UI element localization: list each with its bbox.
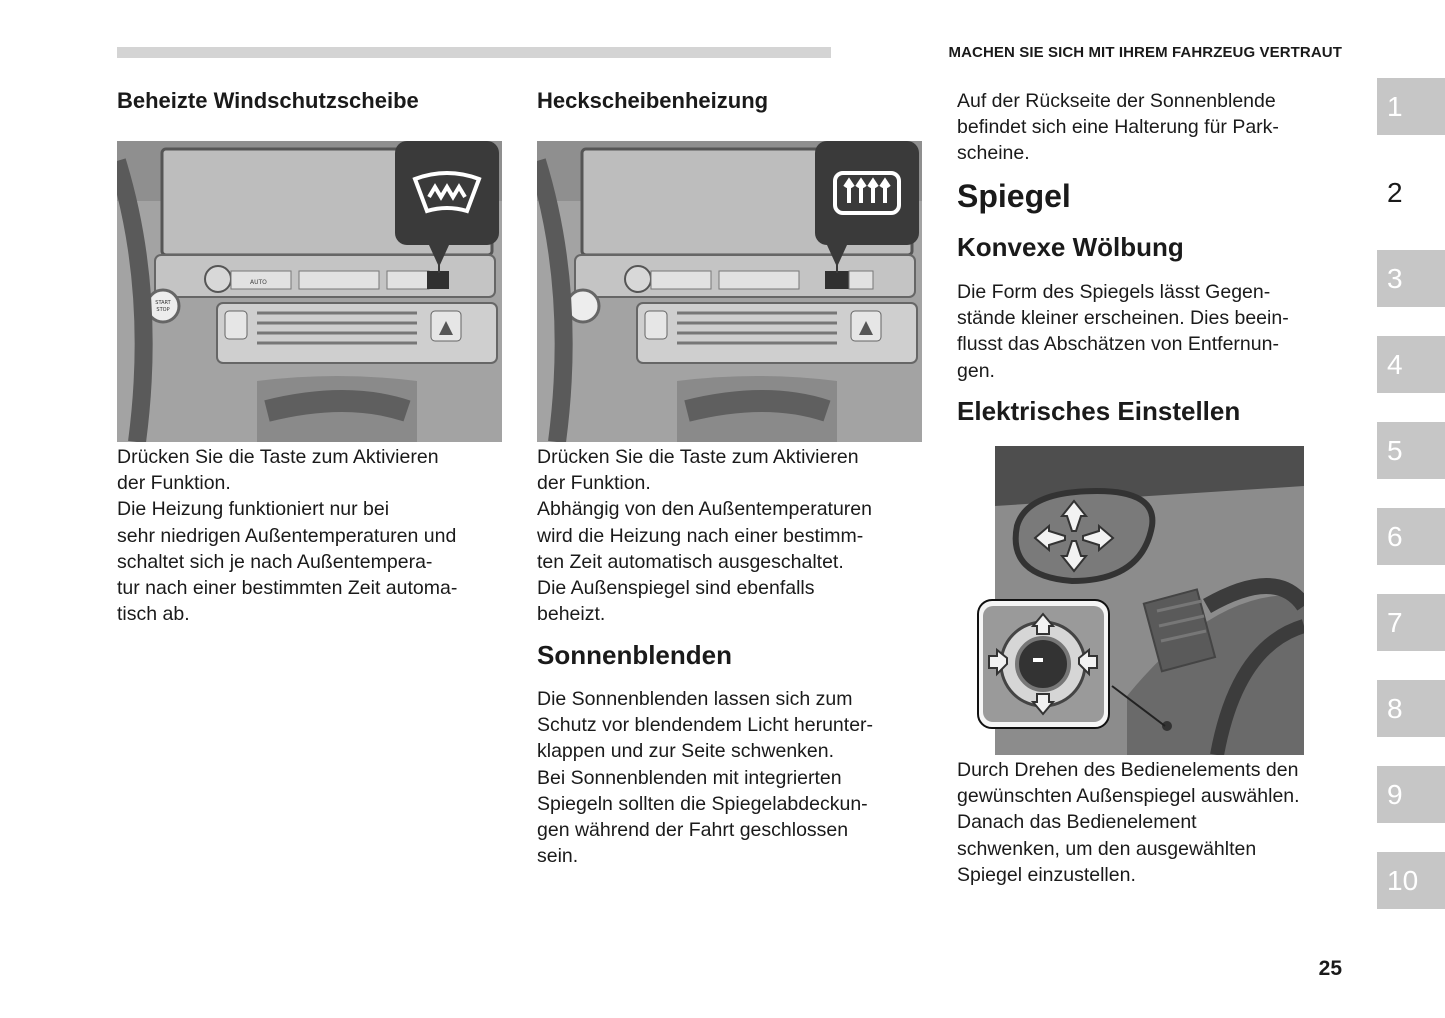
text-rear-defrost: Drücken Sie die Taste zum Aktivieren der Funktion. Abhängig von den Außentemperaturen wird die Heizung nach einer bestimm- ten Zeit automatisch ausgeschaltet. Die Außenspiegel sind ebenfalls beheizt. <box>537 446 872 626</box>
chapter-title: MACHEN SIE SICH MIT IHREM FAHRZEUG VERTRAUT <box>948 44 1342 61</box>
text-heated-windshield: Drücken Sie die Taste zum Aktivieren der Funktion. Die Heizung funktioniert nur bei sehr niedrigen Außentemperaturen und schaltet sich je nach Außentempera- tur nach einer bestimmten Zeit automa- tisch ab. <box>117 446 458 626</box>
chapter-tab-6[interactable]: 6 <box>1377 508 1445 565</box>
chapter-tab-1[interactable]: 1 <box>1377 78 1445 135</box>
heading-mirrors: Spiegel <box>957 178 1071 214</box>
figure-heated-windshield <box>117 141 502 442</box>
figure-mirror-adjust <box>977 446 1304 755</box>
heading-convex: Konvexe Wölbung <box>957 232 1184 262</box>
heading-rear-defrost: Heckscheibenheizung <box>537 88 769 113</box>
heading-electric-adjust: Elektrisches Einstellen <box>957 396 1241 426</box>
chapter-tab-3[interactable]: 3 <box>1377 250 1445 307</box>
chapter-tab-4[interactable]: 4 <box>1377 336 1445 393</box>
chapter-tab-10[interactable]: 10 <box>1377 852 1445 909</box>
figure-auto-label: AUTO <box>250 279 267 286</box>
figure-rear-defrost <box>537 141 922 442</box>
chapter-tab-5[interactable]: 5 <box>1377 422 1445 479</box>
text-parking-ticket-holder: Auf der Rückseite der Sonnenblende befindet sich eine Halterung für Park- scheine. <box>957 90 1279 165</box>
chapter-tab-2[interactable]: 2 <box>1377 164 1445 221</box>
chapter-tab-9[interactable]: 9 <box>1377 766 1445 823</box>
chapter-tab-7[interactable]: 7 <box>1377 594 1445 651</box>
figure-stop-label: STOP <box>156 307 170 313</box>
text-electric-adjust: Durch Drehen des Bedienelements den gewünschten Außenspiegel auswählen. Danach das Bedienelement schwenken, um den ausgewählten Spiegel einzustellen. <box>957 759 1300 886</box>
text-convex: Die Form des Spiegels lässt Gegen- stände kleiner erscheinen. Dies beein- flusst das Abschätzen von Entfernun- gen. <box>957 281 1289 382</box>
text-sun-visors: Die Sonnenblenden lassen sich zum Schutz vor blendendem Licht herunter- klappen und zur Seite schwenken. Bei Sonnenblenden mit integrierten Spiegeln sollten die Spiegelabdeckun- gen während der Fahrt geschlossen sein. <box>537 688 874 868</box>
header-rule <box>117 47 831 58</box>
heading-heated-windshield: Beheizte Windschutzscheibe <box>117 88 419 113</box>
page-number: 25 <box>1318 957 1342 980</box>
figure-start-label: START <box>155 300 171 306</box>
chapter-tab-8[interactable]: 8 <box>1377 680 1445 737</box>
heading-sun-visors: Sonnenblenden <box>537 640 732 670</box>
